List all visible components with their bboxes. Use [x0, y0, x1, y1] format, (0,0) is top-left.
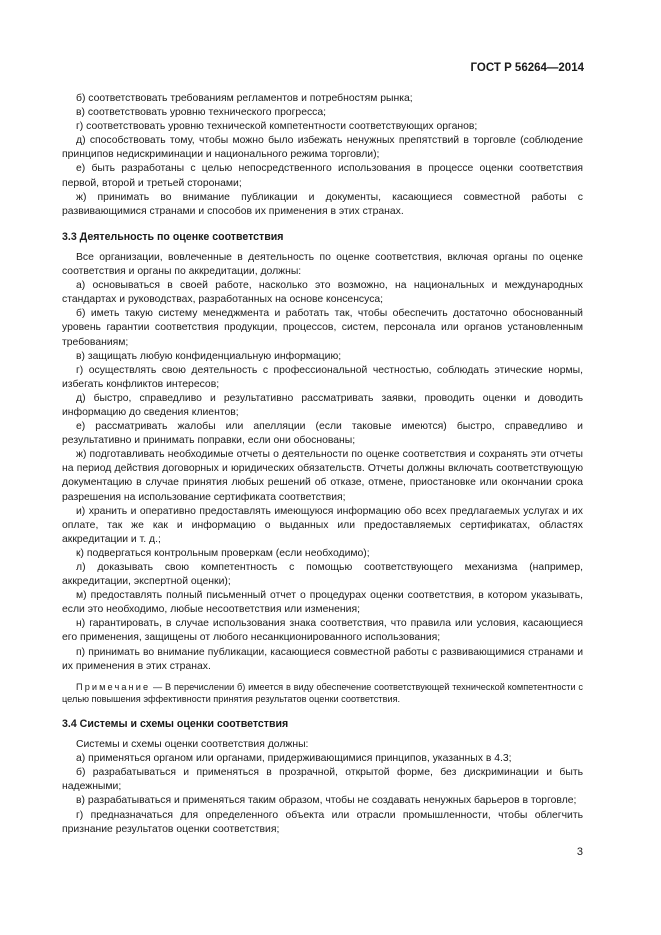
page-number: 3 — [576, 846, 583, 858]
note-text: — В перечислении б) имеется в виду обеспечение соответствующей технической компетентности с целью повышения эффективности принятия результатов оценки соответствия. — [62, 681, 583, 705]
list-item: г) осуществлять свою деятельность с профессиональной честностью, соблюдать этические нормы, избегать конфликтов интересов; — [62, 364, 583, 390]
section-heading-3-4: 3.4 Системы и схемы оценки соответствия — [62, 717, 289, 730]
list-item: н) гарантировать, в случае использования знака соответствия, что правила или условия, касающиеся его применения, защищены от любого несанкционированного использования; — [62, 618, 583, 644]
note-label: Примечание — [76, 681, 151, 692]
list-item: а) основываться в своей работе, насколько это возможно, на национальных и международных стандартах и руководствах, разработанных на основе консенсуса; — [62, 280, 583, 306]
list-item: ж) принимать во внимание публикации и документы, касающиеся совместной работы с развивающимися странами и способов их применения в этих странах. — [62, 191, 583, 217]
list-item: б) иметь такую систему менеджмента и работать так, чтобы обеспечить достаточно обоснованный уровень гарантии соответствия продукции, процессов, систем, персонала или органов установленным требованиям; — [62, 308, 583, 348]
document-header: ГОСТ Р 56264—2014 — [470, 62, 584, 74]
list-item: в) соответствовать уровню технического прогресса; — [76, 107, 327, 119]
list-item: д) быстро, справедливо и результативно рассматривать заявки, проводить оценки и доводить информацию до сведения клиентов; — [62, 392, 583, 418]
list-item: к) подвергаться контрольным проверкам (если необходимо); — [76, 547, 370, 559]
list-item: б) разрабатываться и применяться в прозрачной, открытой форме, без дискриминации и быть надежными; — [62, 767, 583, 793]
list-item: б) соответствовать требованиям регламентов и потребностям рынка; — [76, 93, 413, 104]
section-heading-3-3: 3.3 Деятельность по оценке соответствия — [62, 230, 284, 243]
list-item: в) разрабатываться и применяться таким образом, чтобы не создавать ненужных барьеров в торговле; — [76, 795, 577, 807]
list-item: и) хранить и оперативно предоставлять имеющуюся информацию обо всех предлагаемых услугах и их оплате, так же как и информацию о выданных или предоставляемых сертификатах, областях аккредитации и т. д.; — [62, 505, 583, 545]
list-item: л) доказывать свою компетентность с помощью соответствующего механизма (например, аккредитации, экспертной оценки); — [62, 562, 583, 588]
list-item: г) предназначаться для определенного объекта или отрасли промышленности, чтобы облегчить признание результатов оценки соответствия; — [62, 809, 583, 835]
section-intro: Системы и схемы оценки соответствия должны: — [76, 739, 309, 751]
list-item: е) быть разработаны с целью непосредственного использования в процессе оценки соответствия первой, второй и третьей сторонами; — [62, 163, 583, 189]
section-intro: Все организации, вовлеченные в деятельность по оценке соответствия, включая органы по оценке соответствия и органы по аккредитации, должны: — [62, 251, 583, 278]
list-item: п) принимать во внимание публикации, касающиеся совместной работы с развивающимися странами и их применения в этих странах. — [62, 646, 583, 672]
note — [62, 681, 583, 706]
list-item: а) применяться органом или органами, придерживающимися принципов, указанных в 4.3; — [76, 753, 512, 765]
list-item: г) соответствовать уровню технической компетентности соответствующих органов; — [76, 121, 478, 133]
list-item: в) защищать любую конфиденциальную информацию; — [76, 350, 342, 362]
document-body — [62, 92, 583, 837]
list-item: ж) подготавливать необходимые отчеты о деятельности по оценке соответствия и сохранять эти отчеты на период действия договорных и юридических обязательств. Отчеты должны включать соответствующую документацию в случае принятия любых решений об отказе, отмене, приостановке или окончании срока разрешения на использование сертификата соответствия; — [62, 449, 583, 503]
list-item: м) предоставлять полный письменный отчет о процедурах оценки соответствия, в котором указывать, если это необходимо, любые несоответствия или изменения; — [62, 590, 583, 616]
list-item: д) способствовать тому, чтобы можно было избежать ненужных препятствий в торговле (соблюдение принципов недискриминации и национального режима торговли); — [62, 135, 583, 161]
list-item: е) рассматривать жалобы или апелляции (если таковые имеются) быстро, справедливо и результативно и принимать поправки, если они обоснованы; — [62, 421, 583, 447]
